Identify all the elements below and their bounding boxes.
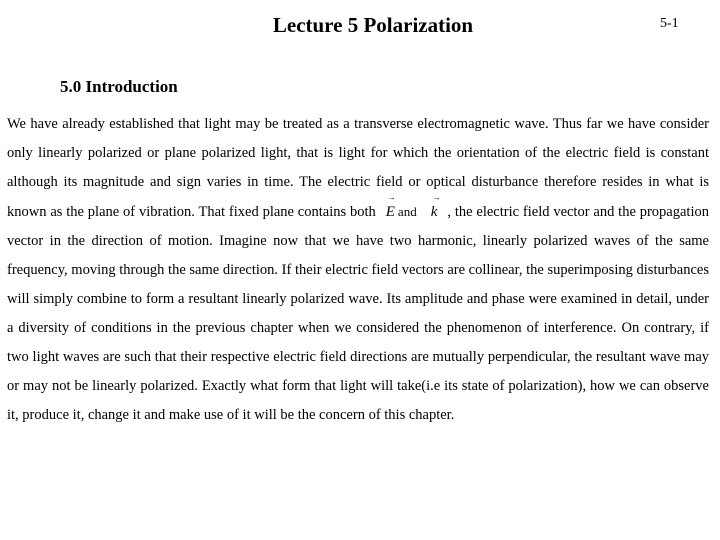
body-paragraph xyxy=(7,110,709,430)
propagation-vector-letter: k xyxy=(430,204,438,220)
section-heading: 5.0 Introduction xyxy=(60,77,178,96)
paragraph-text-before-symbols: We have already established that light may be treated as a transverse electromagnetic wave. Thus far we have consider only linearly polarized or plane polarized light, that is light for which the orientation of the electric field is constant although its magnitude and sign varies in time. The electric field or optical disturbance therefore resides in what is known as the plane of vibration. That fixed plane contains both xyxy=(7,116,709,220)
vector-arrow-icon: → xyxy=(432,193,440,202)
electric-field-letter: E xyxy=(385,204,395,220)
electric-field-vector-symbol xyxy=(385,193,395,220)
and-word: and xyxy=(397,204,417,219)
slide-title: Lecture 5 Polarization xyxy=(272,13,474,37)
vector-arrow-icon: → xyxy=(387,193,395,202)
propagation-vector-symbol xyxy=(430,193,440,220)
paragraph-text-after-symbols: , the electric field vector and the propagation vector in the direction of motion. Imagine now that we have two harmonic, linearly polarized waves of the same frequency, moving through the same direction. If their electric field vectors are collinear, the superimposing disturbances will simply combine to form a resultant linearly polarized wave. Its amplitude and phase were examined in detail, under a diversity of conditions in the previous chapter when we considered the phenomenon of interference. On contrary, if two light waves are such that their respective electric field directions are mutually perpendicular, the resultant wave may or may not be linearly polarized. Exactly what form that light will take(i.e its state of polarization), how we can observe it, produce it, change it and make use of it will be the concern of this chapter. xyxy=(7,204,709,423)
page-number: 5-1 xyxy=(660,16,679,31)
